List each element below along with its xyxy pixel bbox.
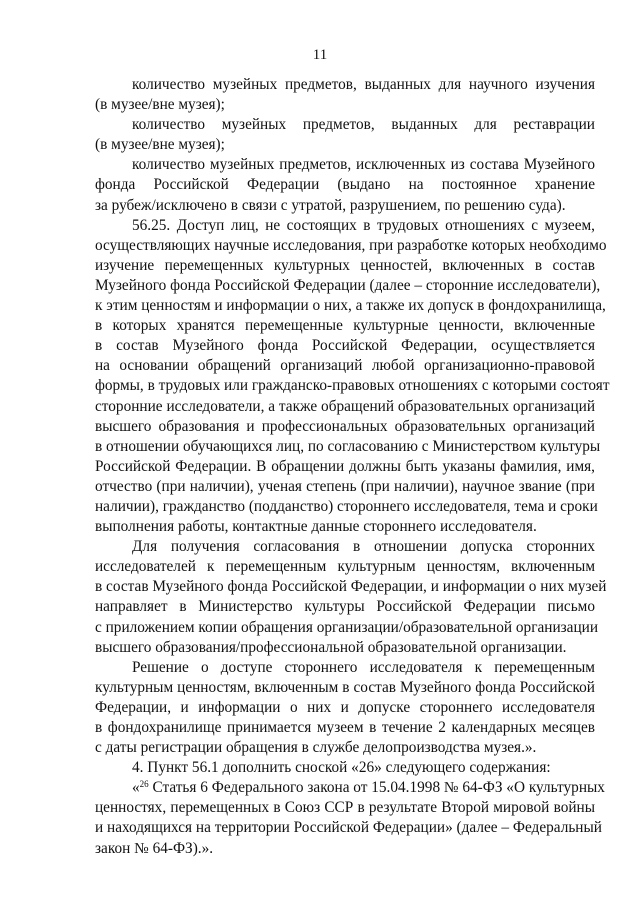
text-line: Для получения согласования в отношении допуска сторонних [132,538,595,556]
text-line: изучение перемещенных культурных ценностей, включенных в состав [95,256,595,274]
text-line: Российской Федерации. В обращении должны быть указаны фамилия, имя, [95,457,595,475]
text-line: Федерации, и информации о них и допуске стороннего исследователя [95,698,595,716]
text-line: в состав Музейного фонда Российской Федерации, и информации о них музей [95,578,607,596]
text-line: за рубеж/исключено в связи с утратой, разрушением, по решению суда). [95,196,566,214]
footnote-first-line [95,778,605,798]
text-line: (в музее/вне музея); [95,96,225,114]
text-line: количество музейных предметов, выданных для реставрации [132,116,595,134]
text-line: высшего образования/профессиональной образовательной организации. [95,638,567,656]
text-line: с даты регистрации обращения в службе делопроизводства музея.». [95,739,537,757]
text-line: на основании обращений организаций любой организационно-правовой [95,357,595,375]
text-line: сторонние исследователи, а также обращений образовательных организаций [95,397,595,415]
text-line: высшего образования и профессиональных образовательных организаций [95,417,595,435]
text-line: исследователей к перемещенным культурным ценностям, включенным [95,558,595,576]
text-line: в отношении обучающихся лиц, по согласованию с Министерством культуры [95,437,601,455]
text-line: Музейного фонда Российской Федерации (далее – сторонние исследователи), [95,276,601,294]
text-line: формы, в трудовых или гражданско-правовых отношениях с которыми состоят [95,377,610,395]
text-line: 56.25. Доступ лиц, не состоящих в трудовых отношениях с музеем, [132,216,595,234]
footnote-mark: 26 [139,779,149,790]
text-line: закон № 64-ФЗ).». [95,839,214,857]
text-line: количество музейных предметов, исключенных из состава Музейного [132,156,595,174]
text-line: направляет в Министерство культуры Российской Федерации письмо [95,598,595,616]
text-line: фонда Российской Федерации (выдано на постоянное хранение [95,176,595,194]
page-number: 11 [312,47,328,63]
text-line: с приложением копии обращения организации/образовательной организации [95,618,599,636]
open-quote: « [132,779,140,797]
text-line: в фондохранилище принимается музеем в течение 2 календарных месяцев [95,719,595,736]
text-line: выполнения работы, контактные данные стороннего исследователя. [95,518,537,536]
text-line: отчество (при наличии), ученая степень (при наличии), научное звание (при [95,477,595,495]
text-line: Решение о доступе стороннего исследователя к перемещенным [132,658,595,676]
text-line: в которых хранятся перемещенные культурные ценности, включенные [95,317,595,335]
text-line: к этим ценностям и информации о них, а также их допуск в фондохранилища, [95,297,606,315]
text-line: Статья 6 Федерального закона от 15.04.1998 № 64-ФЗ «О культурных [148,779,605,797]
text-line: количество музейных предметов, выданных для научного изучения [132,76,595,93]
text-line: осуществляющих научные исследования, при разработке которых необходимо [95,236,607,254]
text-line: в состав Музейного фонда Российской Федерации, осуществляется [95,337,595,355]
text-line: и находящихся на территории Российской Федерации» (далее – Федеральный [95,819,602,837]
text-line: ценностях, перемещенных в Союз ССР в результате Второй мировой войны [95,799,595,817]
text-line: культурным ценностям, включенным в состав Музейного фонда Российской [95,678,595,696]
text-line: наличии), гражданство (подданство) стороннего исследователя, тема и сроки [95,497,598,515]
document-body [95,75,610,859]
text-line: 4. Пункт 56.1 дополнить сноской «26» следующего содержания: [132,759,551,777]
text-line: (в музее/вне музея); [95,136,225,154]
